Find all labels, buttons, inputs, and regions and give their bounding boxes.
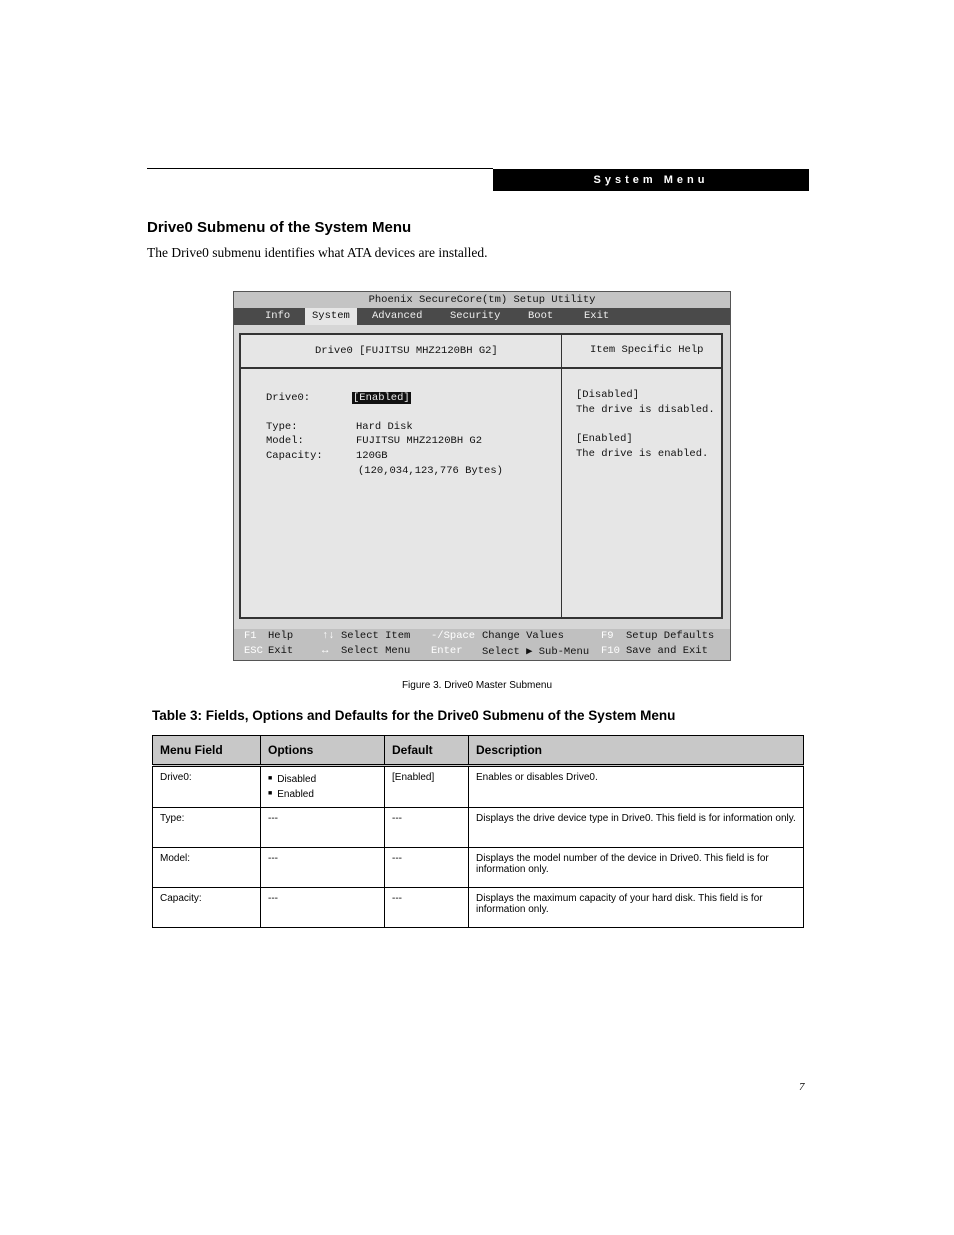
header-default: Default [385, 736, 469, 766]
cell-options: --- [261, 888, 385, 928]
help-disabled-desc: The drive is disabled. [576, 404, 715, 416]
cell-description: Displays the model number of the device in Drive0. This field is for information only. [469, 848, 804, 888]
key-f1-label: Help [268, 630, 294, 642]
cell-options: --- [261, 848, 385, 888]
header-menu-field: Menu Field [153, 736, 261, 766]
key-change-label: Change Values [482, 630, 564, 642]
panel-divider-vertical [561, 335, 562, 617]
key-f10-label: Save and Exit [626, 645, 708, 657]
key-esc: ESC [244, 645, 263, 657]
bios-title: Phoenix SecureCore(tm) Setup Utility [234, 292, 730, 308]
cell-default: --- [385, 808, 469, 848]
drive0-label: Drive0: [266, 392, 311, 404]
key-enter-label: Select ▶ Sub-Menu [482, 646, 590, 658]
key-f9-label: Setup Defaults [626, 630, 715, 642]
bios-menu-boot[interactable]: Boot [528, 310, 554, 322]
cell-description: Displays the drive device type in Drive0. This field is for information only. [469, 808, 804, 848]
cell-field: Drive0: [153, 766, 261, 808]
model-label: Model: [266, 435, 304, 447]
bios-menu-exit[interactable]: Exit [584, 310, 610, 322]
key-f1: F1 [244, 630, 257, 642]
cell-options [261, 766, 385, 808]
key-enter: Enter [431, 645, 463, 657]
table-header-row [153, 736, 804, 766]
key-leftright: ↔ [322, 645, 329, 657]
cell-description: Enables or disables Drive0. [469, 766, 804, 808]
cell-default: --- [385, 848, 469, 888]
key-leftright-label: Select Menu [341, 645, 411, 657]
table-row [153, 848, 804, 888]
header-options: Options [261, 736, 385, 766]
page-number: 7 [799, 1081, 805, 1093]
drive0-value[interactable]: [Enabled] [353, 392, 410, 404]
key-f9: F9 [601, 630, 614, 642]
type-label: Type: [266, 421, 298, 433]
help-enabled-option: [Enabled] [576, 433, 633, 445]
cell-field: Model: [153, 848, 261, 888]
table-row [153, 766, 804, 808]
bios-menu-system[interactable]: System [305, 308, 357, 325]
key-updown: ↑↓ [322, 630, 335, 642]
table-title: Table 3: Fields, Options and Defaults for the Drive0 Submenu of the System Menu [152, 708, 676, 723]
cell-options: --- [261, 808, 385, 848]
key-updown-label: Select Item [341, 630, 411, 642]
bios-setup-screenshot [233, 291, 731, 661]
cell-default: [Enabled] [385, 766, 469, 808]
table-row [153, 888, 804, 928]
bios-help-title: Item Specific Help [590, 344, 704, 356]
chapter-header: System Menu [493, 169, 809, 191]
cell-field: Capacity: [153, 888, 261, 928]
cell-description: Displays the maximum capacity of your hard disk. This field is for information only. [469, 888, 804, 928]
figure-caption: Figure 3. Drive0 Master Submenu [401, 680, 553, 691]
model-value: FUJITSU MHZ2120BH G2 [356, 435, 483, 447]
bios-main-panel [239, 333, 723, 619]
option-disabled: ■ Disabled [268, 772, 377, 787]
drive0-options-table [152, 735, 804, 928]
cell-default: --- [385, 888, 469, 928]
intro-paragraph: The Drive0 submenu identifies what ATA devices are installed. [147, 245, 488, 260]
table-row [153, 808, 804, 848]
option-enabled: ■ Enabled [268, 787, 377, 802]
header-rule [147, 168, 493, 169]
cell-field: Type: [153, 808, 261, 848]
help-disabled-option: [Disabled] [576, 389, 640, 401]
key-change: -/Space [431, 630, 476, 642]
help-enabled-desc: The drive is enabled. [576, 448, 709, 460]
type-value: Hard Disk [356, 421, 413, 433]
bios-panel-title: Drive0 [FUJITSU MHZ2120BH G2] [315, 345, 498, 357]
capacity-bytes: (120,034,123,776 Bytes) [358, 465, 503, 477]
section-title: Drive0 Submenu of the System Menu [147, 219, 412, 236]
key-f10: F10 [601, 645, 620, 657]
bios-menu-advanced[interactable]: Advanced [372, 310, 423, 322]
panel-divider-horizontal [241, 367, 721, 369]
bios-key-legend [234, 629, 730, 660]
bios-menu-security[interactable]: Security [450, 310, 501, 322]
bios-menu-info[interactable]: Info [265, 310, 291, 322]
capacity-value: 120GB [356, 450, 388, 462]
key-esc-label: Exit [268, 645, 294, 657]
header-description: Description [469, 736, 804, 766]
bios-menu-bar [234, 308, 730, 325]
capacity-label: Capacity: [266, 450, 323, 462]
